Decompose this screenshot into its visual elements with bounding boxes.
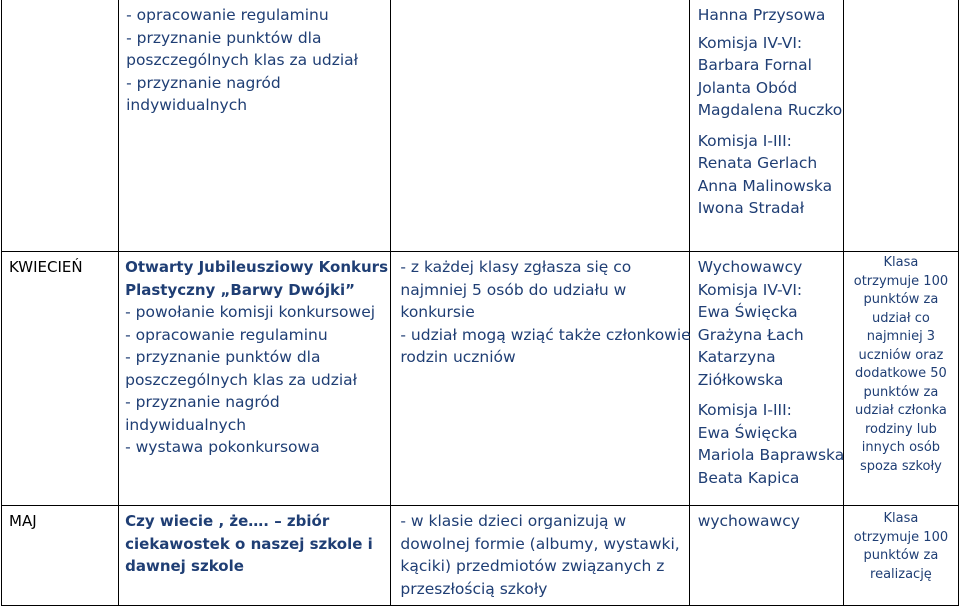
task-line: - powołanie komisji konkursowej [125,303,376,321]
task-line: - opracowanie regulaminu [126,6,329,24]
table-row [2,506,959,606]
person-line [698,122,843,130]
person-line: Ewa Święcka [697,423,798,442]
tasks-cell [119,506,391,606]
points-line: najmniej 3 [866,329,936,344]
person-line [698,391,843,399]
person-line: Magdalena Ruczko [697,101,843,119]
points-line: udział co [872,310,930,326]
event-title-line: Otwarty Jubileusziowy Konkurs [125,258,388,276]
schedule-table [1,0,959,606]
person-line: Jolanta Obód [697,78,798,97]
points-line: otrzymuje 100 [853,273,949,289]
month-label: MAJ [9,512,37,530]
points-line: punktów za [863,548,939,563]
people-cell [689,252,843,506]
rules-cell [391,252,689,506]
event-title-line: Plastyczny „Barwy Dwójki” [125,280,355,299]
points-line: otrzymuje 100 [853,529,949,545]
points-line: realizację [870,566,932,582]
person-line: Komisja I-III: [697,131,792,150]
person-line: Mariola Baprawska [697,446,845,464]
points-cell [843,0,958,252]
task-line: - wystawa pokonkursowa [125,438,320,456]
points-cell [843,506,958,606]
month-cell [2,252,119,506]
person-line: Ewa Święcka [697,303,798,321]
person-line: Hanna Przysowa [697,6,826,24]
people-cell [689,0,843,252]
person-line: wychowawcy [697,512,800,530]
rule-line: przeszłością szkoły [400,579,548,598]
rules-cell [391,0,689,252]
person-line: Renata Gerlach [697,154,818,172]
person-line: Wychowawcy [697,258,803,276]
points-line: uczniów oraz [858,347,944,363]
rule-line: - udział mogą wziąć także członkowie [400,325,691,344]
person-line: Beata Kapica [697,468,800,487]
points-cell [843,252,958,506]
rule-line: najmniej 5 osób do udziału w [400,280,627,299]
points-line: Klasa [883,511,919,526]
table-row [2,0,959,252]
person-line: Barbara Fornal [697,56,812,74]
tasks-cell [119,252,391,506]
rule-line: kąciki) przedmiotów związanych z [400,557,665,575]
rule-line: dowolnej formie (albumy, wystawki, [400,534,680,553]
rule-line: konkursie [400,303,475,321]
person-line: Komisja IV-VI: [697,280,803,299]
rule-line: rodzin uczniów [400,348,516,366]
event-title-line: Czy wiecie , że…. – zbiór [125,512,330,530]
tasks-cell [119,0,391,252]
task-line: - przyznanie nagród [125,393,280,411]
person-line: Iwona Stradał [697,199,805,217]
rules-cell [391,506,689,606]
event-title-line: ciekawostek o naszej szkole i [125,534,373,553]
task-line: indywidualnych [125,415,247,434]
month-cell [2,0,119,252]
task-line: - przyznanie punktów dla [126,28,322,47]
points-line: rodziny lub [864,421,937,437]
person-line: Grażyna Łach [697,325,804,344]
points-line: innych osób [861,440,941,455]
points-line: punktów za [863,292,939,307]
person-line: Komisja IV-VI: [697,33,803,52]
points-line: spoza szkoły [859,458,942,474]
person-line: Anna Malinowska [697,176,833,195]
person-line: Komisja I-III: [697,401,792,419]
person-line: Ziółkowska [697,370,784,389]
event-title-line: dawnej szkole [125,557,244,575]
people-cell [689,506,843,606]
points-line: udział członka [854,403,947,418]
points-line: Klasa [883,255,919,270]
month-cell [2,506,119,606]
points-line: punktów za [863,384,939,400]
task-line: poszczególnych klas za udział [125,370,358,389]
rule-line: - z każdej klasy zgłasza się co [400,258,632,276]
task-line: - przyznanie nagród [126,73,281,92]
task-line: - przyznanie punktów dla [125,348,321,366]
task-line: indywidualnych [126,96,248,114]
table-row [2,252,959,506]
month-label: KWIECIEŃ [9,258,83,276]
task-line: poszczególnych klas za udział [126,51,359,69]
points-line: dodatkowe 50 [854,366,947,381]
task-line: - opracowanie regulaminu [125,325,328,344]
person-line: Katarzyna [697,348,776,366]
rule-line: - w klasie dzieci organizują w [400,512,627,530]
